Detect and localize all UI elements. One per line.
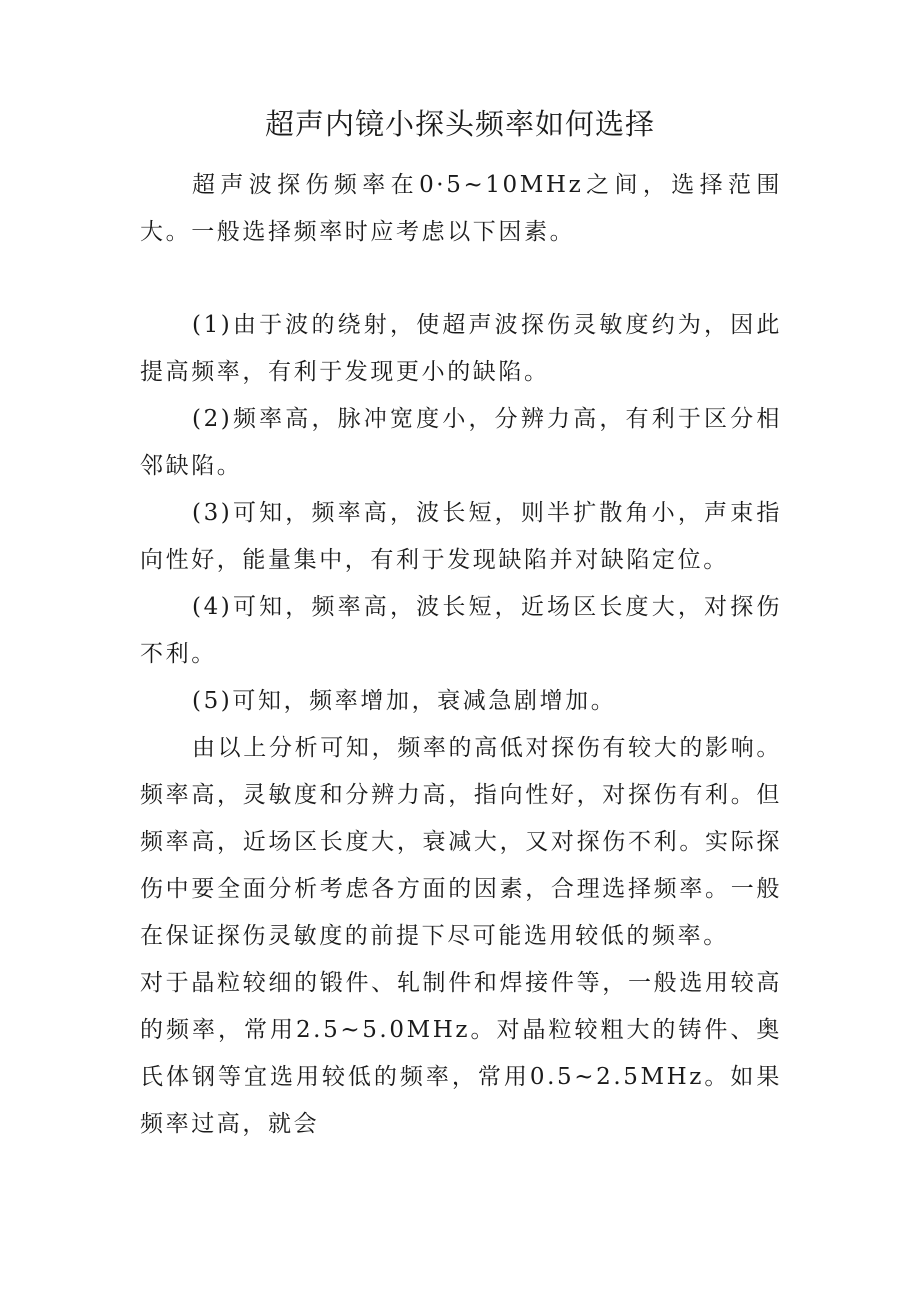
paragraph-factor-2: (2)频率高，脉冲宽度小，分辨力高，有利于区分相邻缺陷。 — [140, 406, 782, 479]
paragraph-factor-5: (5)可知，频率增加，衰减急剧增加。 — [192, 688, 617, 714]
paragraph-factor-3: (3)可知，频率高，波长短，则半扩散角小，声束指向性好，能量集中，有利于发现缺陷并对缺陷定位。 — [140, 500, 782, 573]
paragraph-factor-4: (4)可知，频率高，波长短，近场区长度大，对探伤不利。 — [140, 594, 782, 667]
paragraph-analysis: 由以上分析可知，频率的高低对探伤有较大的影响。频率高，灵敏度和分辨力高，指向性好，对探伤有利。但频率高，近场区长度大，衰减大，又对探伤不利。实际探伤中要全面分析考虑各方面的因素，合理选择频率。一般在保证探伤灵敏度的前提下尽可能选用较低的频率。 — [140, 735, 782, 949]
paragraph-factor-1: (1)由于波的绕射，使超声波探伤灵敏度约为，因此提高频率，有利于发现更小的缺陷。 — [140, 312, 782, 385]
paragraph-intro: 超声波探伤频率在0·5~10MHz之间，选择范围大。一般选择频率时应考虑以下因素。 — [140, 172, 782, 245]
document-body — [140, 162, 782, 1148]
document-title: 超声内镜小探头频率如何选择 — [264, 107, 655, 141]
paragraph-spacer — [140, 256, 782, 302]
paragraph-recommendation: 对于晶粒较细的锻件、轧制件和焊接件等，一般选用较高的频率，常用2.5~5.0MHz。对晶粒较粗大的铸件、奥氏体钢等宜选用较低的频率，常用0.5~2.5MHz。如果频率过高，就会 — [140, 970, 782, 1137]
